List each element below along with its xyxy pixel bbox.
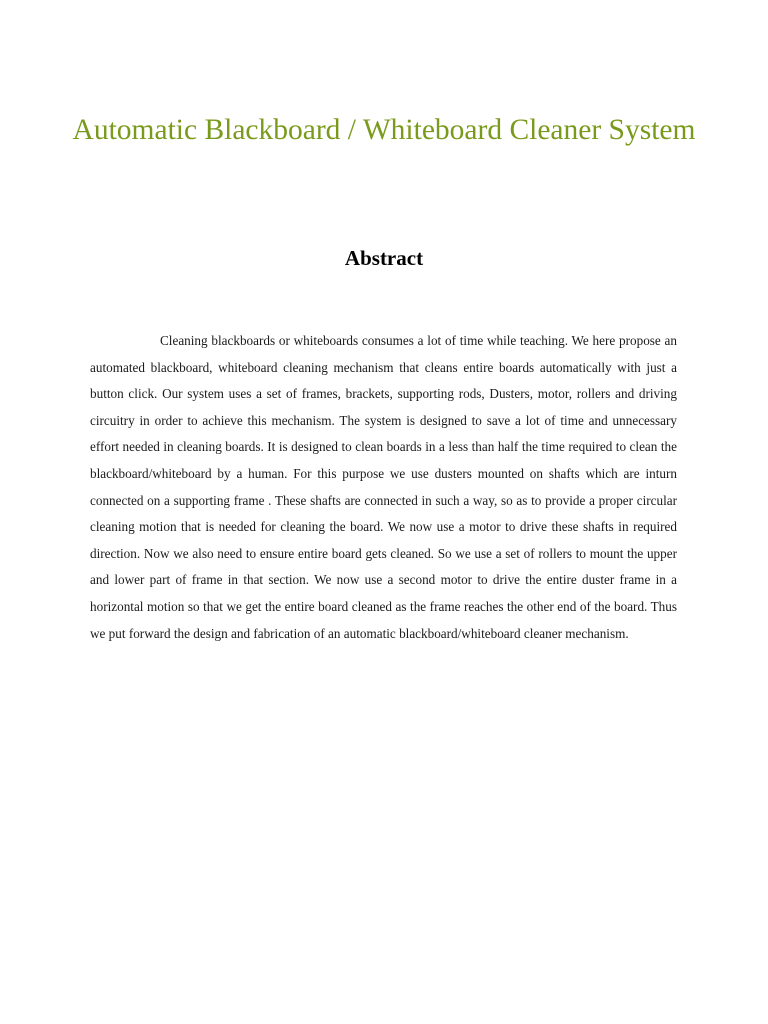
document-title: Automatic Blackboard / Whiteboard Cleaner System bbox=[72, 114, 696, 146]
abstract-paragraph: Cleaning blackboards or whiteboards consumes a lot of time while teaching. We here propose an automated blackboard, whiteboard cleaning mechanism that cleans entire boards automatically with just a button click. Our system uses a set of frames, brackets, supporting rods, Dusters, motor, rollers and driving circuitry in order to achieve this mechanism. The system is designed to save a lot of time and unnecessary effort needed in cleaning boards. It is designed to clean boards in a less than half the time required to clean the blackboard/whiteboard by a human. For this purpose we use dusters mounted on shafts which are inturn connected on a supporting frame . These shafts are connected in such a way, so as to provide a proper circular cleaning motion that is needed for cleaning the board. We now use a motor to drive these shafts in required direction. Now we also need to ensure entire board gets cleaned. So we use a set of rollers to mount the upper and lower part of frame in that section. We now use a second motor to drive the entire duster frame in a horizontal motion so that we get the entire board cleaned as the frame reaches the other end of the board. Thus we put forward the design and fabrication of an automatic blackboard/whiteboard cleaner mechanism. bbox=[90, 333, 677, 641]
abstract-heading: Abstract bbox=[344, 246, 424, 270]
